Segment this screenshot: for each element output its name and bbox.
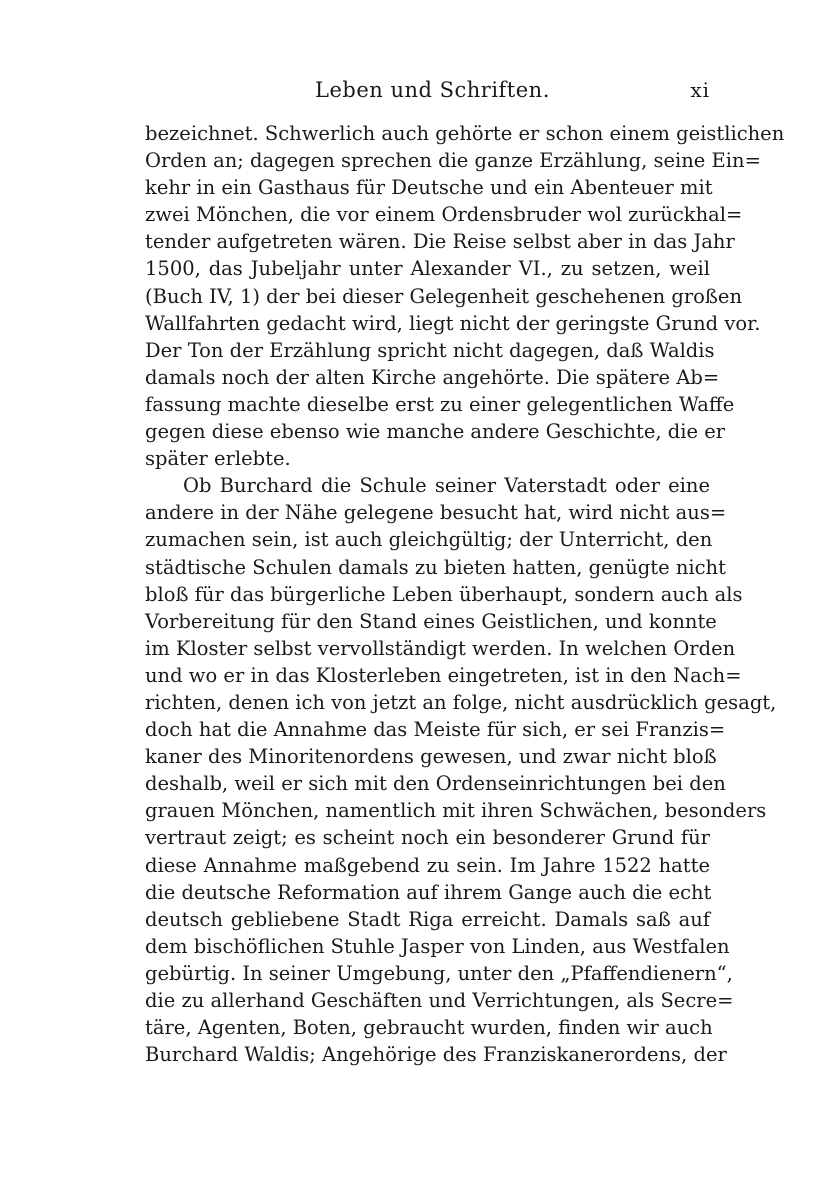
paragraph-start-line: Ob Burchard die Schule seiner Vaterstadt oder eine — [183, 474, 710, 498]
text-line: Der Ton der Erzählung spricht nicht dagegen, daß Waldis — [145, 338, 715, 362]
paragraph-end-line: später erlebte. — [145, 447, 291, 471]
text-line: die zu allerhand Geschäften und Verrichtungen, als Secre= — [145, 989, 734, 1012]
page-number: xi — [690, 78, 710, 102]
text-line: gebürtig. In seiner Umgebung, unter den „Pfaffendienern“, — [145, 961, 733, 985]
text-line: gegen diese ebenso wie manche andere Geschichte, die er — [145, 420, 726, 444]
text-line: deshalb, weil er sich mit den Ordenseinrichtungen bei den — [145, 772, 726, 796]
text-line: diese Annahme maßgebend zu sein. Im Jahre 1522 hatte — [145, 853, 710, 877]
running-head — [145, 78, 710, 106]
text-line: kaner des Minoritenordens gewesen, und zwar nicht bloß — [145, 745, 717, 769]
text-line: zumachen sein, ist auch gleichgültig; der Unterricht, den — [145, 528, 713, 552]
text-line: grauen Mönchen, namentlich mit ihren Schwächen, besonders — [145, 799, 767, 823]
text-line: vertraut zeigt; es scheint noch ein besonderer Grund für — [145, 826, 710, 850]
text-line: täre, Agenten, Boten, gebraucht wurden, finden wir auch — [145, 1016, 713, 1040]
text-line: Vorbereitung für den Stand eines Geistlichen, und konnte — [145, 609, 717, 633]
text-line: damals noch der alten Kirche angehörte. Die spätere Ab= — [145, 365, 720, 389]
text-line: andere in der Nähe gelegene besucht hat, wird nicht aus= — [145, 501, 727, 525]
text-line: kehr in ein Gasthaus für Deutsche und ein Abenteuer mit — [145, 176, 713, 200]
body-text — [145, 120, 785, 1068]
text-line: tender aufgetreten wären. Die Reise selbst aber in das Jahr — [145, 230, 735, 254]
text-line: bezeichnet. Schwerlich auch gehörte er schon einem geistlichen — [145, 122, 785, 145]
text-line: dem bischöflichen Stuhle Jasper von Linden, aus Westfalen — [145, 934, 730, 958]
text-line: bloß für das bürgerliche Leben überhaupt, sondern auch als — [145, 582, 743, 606]
text-line: (Buch IV, 1) der bei dieser Gelegenheit geschehenen großen — [145, 284, 743, 308]
text-line: Burchard Waldis; Angehörige des Franziskanerordens, der — [145, 1043, 727, 1067]
text-line: doch hat die Annahme das Meiste für sich, er sei Franzis= — [145, 718, 726, 742]
text-line: Wallfahrten gedacht wird, liegt nicht der geringste Grund vor. — [145, 311, 761, 335]
text-line: Orden an; dagegen sprechen die ganze Erzählung, seine Ein= — [145, 149, 761, 173]
running-title: Leben und Schriften. — [315, 78, 550, 102]
text-line: die deutsche Reformation auf ihrem Gange auch die echt — [145, 880, 712, 904]
text-line: fassung machte dieselbe erst zu einer gelegentlichen Waffe — [145, 392, 735, 416]
text-line: und wo er in das Klosterleben eingetreten, ist in den Nach= — [145, 663, 742, 687]
text-line: im Kloster selbst vervollständigt werden. In welchen Orden — [145, 636, 736, 660]
text-line: 1500, das Jubeljahr unter Alexander VI., zu setzen, weil — [145, 257, 710, 281]
text-line: richten, denen ich von jetzt an folge, nicht ausdrücklich gesagt, — [145, 690, 777, 714]
text-line: deutsch gebliebene Stadt Riga erreicht. Damals saß auf — [145, 907, 710, 931]
text-line: städtische Schulen damals zu bieten hatten, genügte nicht — [145, 555, 726, 579]
text-line: zwei Mönchen, die vor einem Ordensbruder wol zurückhal= — [145, 203, 743, 227]
